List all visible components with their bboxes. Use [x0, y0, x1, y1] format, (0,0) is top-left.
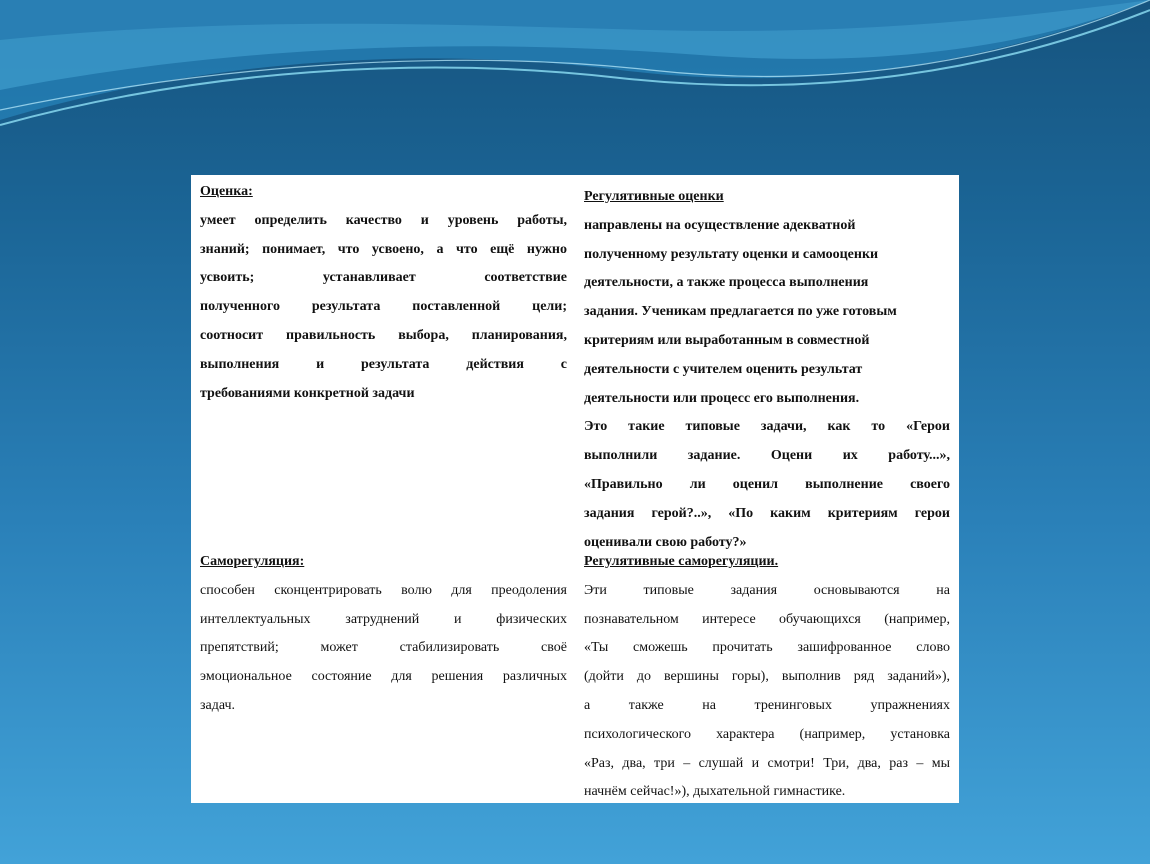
text-line: выполнили задание. Оцени их работу...»,	[584, 448, 950, 464]
cell-top-left	[200, 178, 567, 408]
text-line: задач.	[200, 697, 236, 713]
cell-heading: Оценка:	[200, 184, 253, 199]
cell-heading: Регулятивные оценки	[584, 189, 724, 204]
text-line: оценивали свою работу?»	[584, 534, 747, 550]
text-line: требованиями конкретной задачи	[200, 385, 415, 401]
cell-heading: Регулятивные саморегуляции.	[584, 554, 779, 569]
text-line: Это такие типовые задачи, как то «Герои	[584, 419, 950, 435]
text-line: познавательном интересе обучающихся (например,	[584, 611, 950, 627]
text-line: задания герой?..», «По каким критериям герои	[584, 505, 950, 521]
text-line: начнём сейчас!»), дыхательной гимнастике.	[584, 784, 846, 800]
text-line: выполнения и результата действия с	[200, 356, 567, 372]
text-line: а также на тренинговых упражнениях	[584, 697, 950, 713]
text-line: умеет определить качество и уровень работы,	[200, 212, 567, 228]
text-line: способен сконцентрировать волю для преодоления	[200, 582, 567, 598]
text-line: критериям или выработанным в совместной	[584, 332, 870, 348]
text-line: препятствий; может стабилизировать своё	[200, 640, 567, 656]
cell-bottom-left	[200, 548, 567, 721]
text-line: эмоциональное состояние для решения различных	[200, 669, 567, 685]
text-line: полученного результата поставленной цели;	[200, 299, 567, 315]
text-line: «Правильно ли оценил выполнение своего	[584, 476, 950, 492]
content-table	[191, 175, 959, 803]
wave-decoration	[0, 0, 1150, 170]
text-line: интеллектуальных затруднений и физических	[200, 611, 567, 627]
text-line: (дойти до вершины горы), выполнив ряд заданий»),	[584, 669, 950, 685]
text-line: знаний; понимает, что усвоено, а что ещё нужно	[200, 241, 567, 257]
cell-heading: Саморегуляция:	[200, 554, 305, 569]
text-line: деятельности с учителем оценить результат	[584, 361, 863, 377]
text-line: «Ты сможешь прочитать зашифрованное слово	[584, 640, 950, 656]
text-line: соотносит правильность выбора, планирования,	[200, 327, 567, 343]
text-line: «Раз, два, три – слушай и смотри! Три, два, раз – мы	[584, 755, 950, 771]
text-line: направлены на осуществление адекватной	[584, 217, 856, 233]
cell-top-right	[584, 183, 950, 557]
text-line: деятельности, а также процесса выполнения	[584, 275, 869, 291]
text-line: деятельности или процесс его выполнения.	[584, 390, 860, 406]
text-line: полученному результату оценки и самооценки	[584, 246, 879, 262]
cell-bottom-right	[584, 548, 950, 807]
text-line: Эти типовые задания основываются на	[584, 582, 950, 598]
text-line: задания. Ученикам предлагается по уже готовым	[584, 304, 897, 320]
text-line: психологического характера (например, установка	[584, 726, 950, 742]
text-line: усвоить; устанавливает соответствие	[200, 270, 567, 286]
